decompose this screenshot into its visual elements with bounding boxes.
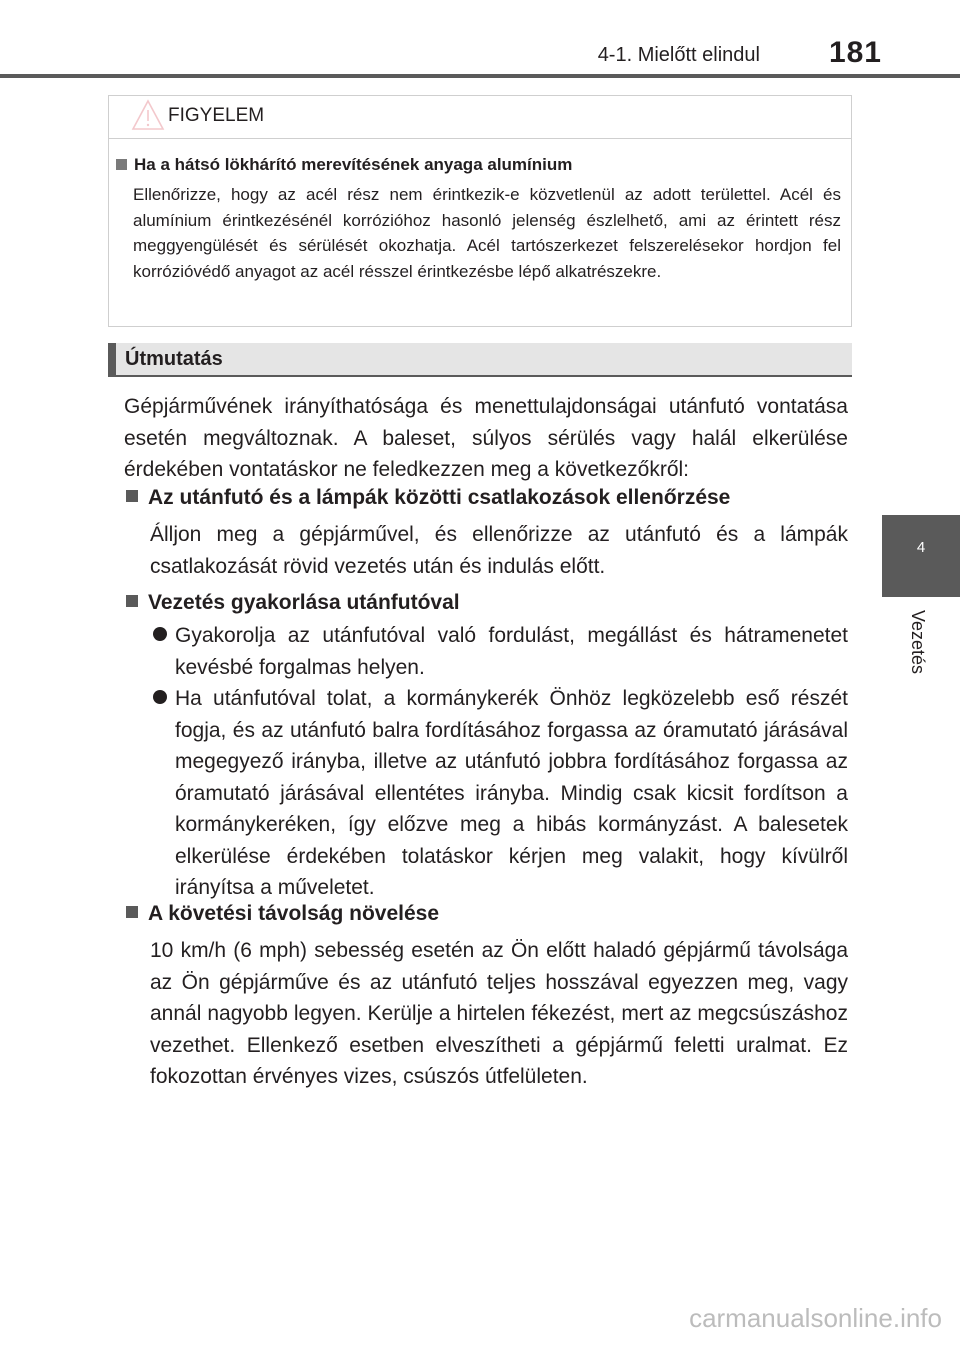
guide-heading-bar bbox=[108, 343, 852, 377]
watermark: carmanualsonline.info bbox=[689, 1303, 942, 1333]
guide-title: Útmutatás bbox=[125, 348, 223, 370]
chapter-tab-label: Vezetés bbox=[908, 610, 928, 675]
square-bullet-icon bbox=[116, 159, 127, 170]
header-rule bbox=[0, 74, 960, 78]
guide-intro: Gépjárművének irányíthatósága és menettulajdonságai utánfutó vontatása esetén megváltoznak. A baleset, súlyos sérülés vagy halál elkerülése érdekében vontatáskor ne feledkezzen meg a következőkről: bbox=[124, 395, 848, 481]
section-heading: Vezetés gyakorlása utánfutóval bbox=[126, 591, 460, 615]
square-bullet-icon bbox=[126, 595, 138, 607]
warning-text: Ellenőrizze, hogy az acél rész nem érintkezik-e közvetlenül az adott területtel. Acél és alumínium érintkezésénél korrózióhoz hasonló jelenség észlelhető, ami az érintett rész meggyengülését és sérülését okozhatja. Acél tartószerkezet felszerelésekor hordjon fel korrózióvédő anyagot az acél résszel érintkezésbe lépő alkatrészekre. bbox=[133, 185, 841, 281]
page-header bbox=[0, 0, 960, 80]
section-text: 10 km/h (6 mph) sebesség esetén az Ön előtt haladó gépjármű távolsága az Ön gépjárműve és az utánfutó teljes hosszával egyezzen meg, vagy annál nagyobb legyen. Kerülje a hirtelen fékezést, mert az megcsúszáshoz vezethet. Ellenkező esetben elveszítheti a gépjármű feletti uralmat. Ez fokozottan érvényes vizes, csúszós útfelületen. bbox=[150, 939, 848, 1088]
page-number: 181 bbox=[828, 36, 882, 69]
section-heading: Az utánfutó és a lámpák közötti csatlakozások ellenőrzése bbox=[126, 486, 730, 510]
warning-title: FIGYELEM bbox=[168, 105, 265, 126]
bullet-dot-icon bbox=[153, 690, 167, 704]
square-bullet-icon bbox=[126, 906, 138, 918]
section-title: 4-1. Mielőtt elindul bbox=[597, 44, 760, 66]
warning-triangle-icon bbox=[131, 98, 165, 137]
section-text: Álljon meg a gépjárművel, és ellenőrizze az utánfutó és a lámpák csatlakozását rövid vezetés után és indulás előtt. bbox=[150, 523, 848, 578]
list-item: Ha utánfutóval tolat, a kormánykerék Önhöz legközelebb eső részét fogja, és az utánfutó balra fordításához forgassa az óramutató járásával megegyező irányba, illetve az utánfutó jobbra fordításához forgassa az óramutató járásával ellentétes irányba. Mindig csak kicsit fordítson a kormánykeréken, így előzve meg a hibás kormányzást. A balesetek elkerülése érdekében tolatáskor kérjen meg valakit, hogy kívülről irányítsa a műveletet. bbox=[150, 683, 848, 904]
chapter-tab[interactable]: 4 bbox=[882, 515, 960, 597]
list-item: Gyakorolja az utánfutóval való fordulást, megállást és hátramenetet kevésbé forgalmas helyen. bbox=[150, 620, 848, 683]
warning-subheading: Ha a hátsó lökhárító merevítésének anyaga alumínium bbox=[116, 155, 572, 175]
warning-header bbox=[109, 96, 851, 139]
bullet-dot-icon bbox=[153, 627, 167, 641]
section-heading: A követési távolság növelése bbox=[126, 902, 439, 926]
warning-box bbox=[108, 95, 852, 327]
square-bullet-icon bbox=[126, 490, 138, 502]
